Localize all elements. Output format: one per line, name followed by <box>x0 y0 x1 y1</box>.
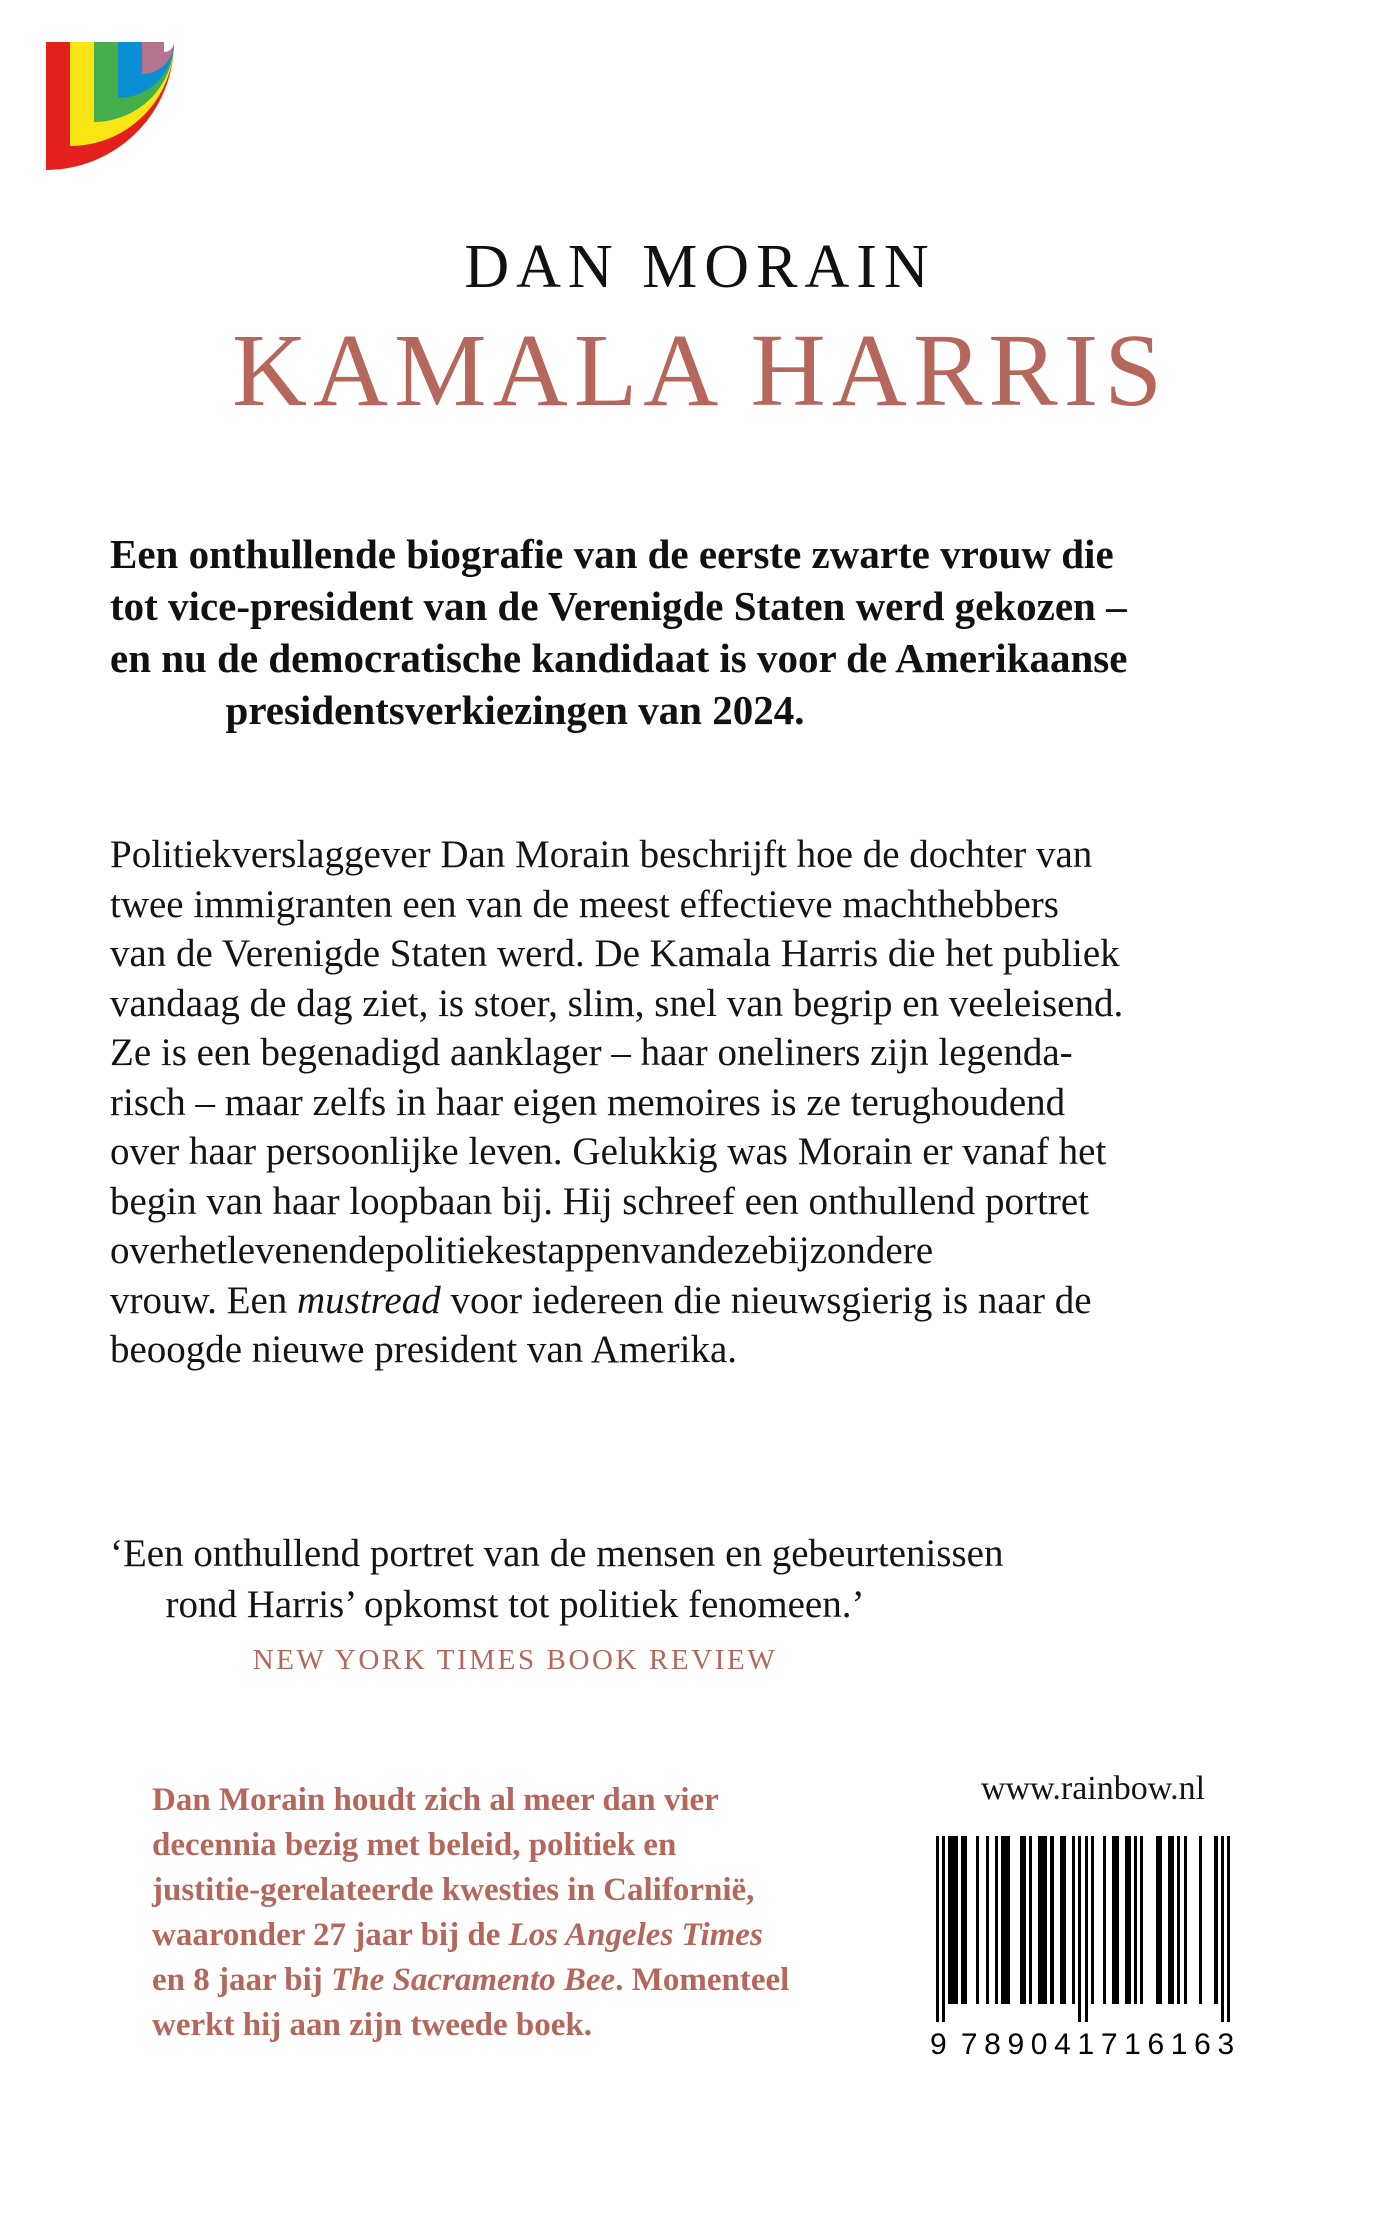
quote-line: rond Harris’ opkomst tot politiek fenomeen.’ <box>165 1583 865 1626</box>
body-word: politieke <box>385 1229 522 1272</box>
barcode-digit: 1 <box>1077 2028 1096 2061</box>
bio-text-italic: Los Angeles Times <box>508 1917 763 1953</box>
barcode-digit: 1 <box>1124 2028 1142 2061</box>
body-line: twee immigranten een van de meest effectieve machthebbers <box>110 882 1059 926</box>
publisher-website[interactable]: www.rainbow.nl <box>980 1770 1206 1807</box>
lead-line: tot vice-president van de Verenigde Staten werd gekozen – <box>110 583 1127 629</box>
bio-line: werkt hij aan zijn tweede boek. <box>152 2007 592 2043</box>
barcode-bar <box>948 1836 957 2004</box>
bio-text-prefix: en 8 jaar bij <box>152 1962 332 1998</box>
barcode-digit: 3 <box>1217 2028 1236 2061</box>
body-word: het <box>179 1229 227 1272</box>
barcode-space <box>1187 1836 1199 2022</box>
bio-line: justitie-gerelateerde kwesties in Californië, <box>152 1872 755 1908</box>
barcode-bar <box>1001 1836 1010 2004</box>
bio-text-suffix: . Momenteel <box>615 1962 790 1998</box>
lead-paragraph <box>110 528 1128 736</box>
quote-source: NEW YORK TIMES BOOK REVIEW <box>252 1644 778 1676</box>
author-name: DAN MORAIN <box>464 233 936 301</box>
rainbow-logo <box>46 42 174 170</box>
bio-text-italic: The Sacramento Bee <box>331 1962 616 1998</box>
body-word: leven <box>226 1229 312 1272</box>
barcode-digit: 9 <box>1007 2028 1026 2061</box>
body-line-mustread <box>110 1276 1092 1326</box>
body-word: van <box>640 1229 697 1272</box>
body-line: risch – maar zelfs in haar eigen memoires is ze terughoudend <box>110 1080 1066 1124</box>
barcode-bar <box>1038 1836 1047 2004</box>
barcode-digit: 1 <box>1170 2028 1189 2061</box>
body-line: van de Verenigde Staten werd. De Kamala Harris die het publiek <box>110 932 1120 975</box>
body-line: begin van haar loopbaan bij. Hij schreef een onthullend portret <box>110 1179 1089 1223</box>
bio-text-prefix: waaronder 27 jaar bij de <box>152 1917 509 1953</box>
isbn-barcode <box>928 1836 1238 2068</box>
body-line: over haar persoonlijke leven. Gelukkig was Morain er vanaf het <box>110 1130 1107 1173</box>
lead-line: Een onthullende biografie van de eerste zwarte vrouw die <box>110 531 1114 577</box>
body-text-prefix: vrouw. Een <box>110 1278 298 1322</box>
body-text-suffix: voor iedereen die nieuwsgierig is naar de <box>440 1278 1092 1322</box>
barcode-space <box>1143 1836 1155 2022</box>
lead-line: en nu de democratische kandidaat is voor de Amerikaanse <box>110 635 1128 681</box>
barcode-digit: 0 <box>1030 2028 1049 2061</box>
body-word: bijzondere <box>768 1229 934 1272</box>
barcode-digit: 4 <box>1054 2028 1072 2061</box>
barcode-bars <box>936 1836 1230 2022</box>
body-word: deze <box>696 1229 769 1272</box>
body-line: Ze is een begenadigd aanklager – haar oneliners zijn legenda- <box>110 1031 1073 1074</box>
body-line-justified <box>110 1226 934 1276</box>
barcode-bar <box>1227 1836 1230 2022</box>
body-word: en <box>311 1229 349 1272</box>
body-line: beoogde nieuwe president van Amerika. <box>110 1328 738 1371</box>
body-word: stappen <box>521 1229 641 1272</box>
barcode-group-right <box>1098 2028 1238 2062</box>
bio-line: Dan Morain houdt zich al meer dan vier <box>152 1782 719 1818</box>
body-word: over <box>110 1229 180 1272</box>
barcode-digits <box>928 2028 1238 2062</box>
body-line: vandaag de dag ziet, is stoer, slim, snel van begrip en veeleisend. <box>110 981 1124 1025</box>
book-title: KAMALA HARRIS <box>231 313 1169 428</box>
barcode-space <box>1010 1836 1019 2022</box>
body-line: Politiekverslaggever Dan Morain beschrijft hoe de dochter van <box>110 833 1093 876</box>
barcode-group-left <box>958 2028 1098 2062</box>
barcode-digit: 7 <box>1100 2028 1119 2061</box>
bio-line: decennia bezig met beleid, politiek en <box>152 1827 677 1863</box>
barcode-digit: 6 <box>1147 2028 1166 2061</box>
pull-quote <box>110 1528 1004 1677</box>
body-word: de <box>348 1229 386 1272</box>
bio-line-newspaper-la <box>152 1913 792 1958</box>
author-bio <box>152 1778 792 2048</box>
lead-line: presidentsverkiezingen van 2024. <box>225 687 805 733</box>
barcode-lead-digit: 9 <box>930 2028 948 2061</box>
body-text-italic: mustread <box>297 1278 441 1322</box>
barcode-digit: 8 <box>984 2028 1002 2061</box>
barcode-space <box>1094 1836 1103 2022</box>
body-paragraph <box>110 830 1124 1375</box>
bio-line-newspaper-sac <box>152 1958 792 2003</box>
barcode-space <box>1202 1836 1214 2022</box>
barcode-space <box>967 1836 976 2022</box>
barcode-digit: 7 <box>960 2028 979 2061</box>
barcode-digit: 6 <box>1194 2028 1212 2061</box>
quote-line: ‘Een onthullend portret van de mensen en gebeurtenissen <box>110 1532 1004 1575</box>
